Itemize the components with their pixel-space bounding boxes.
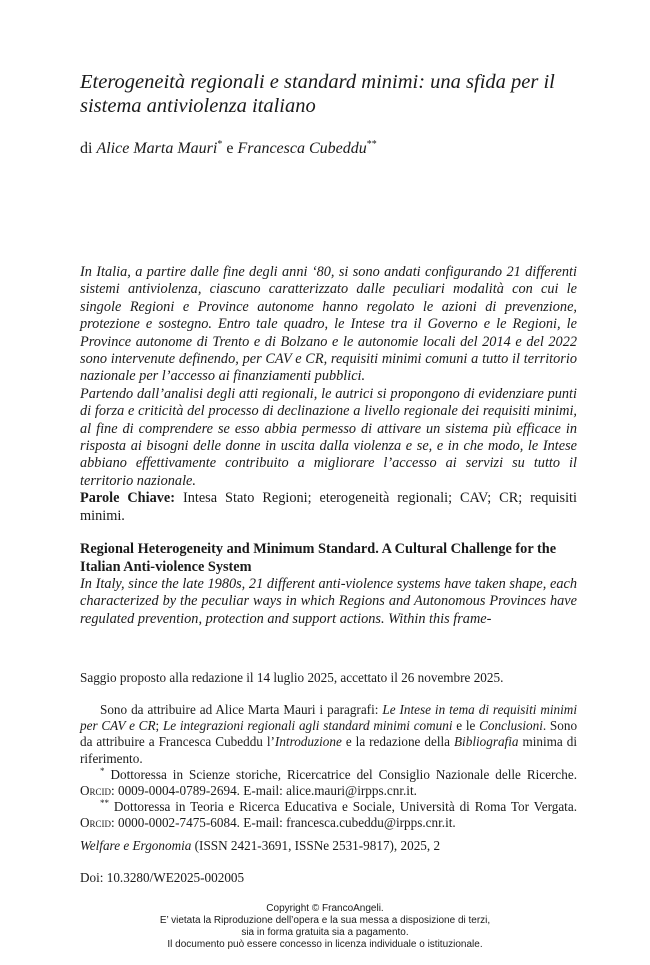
copyright-line-1: Copyright © FrancoAngeli. [266, 903, 384, 914]
footnote-1-mark: * [100, 765, 105, 776]
journal-name: Welfare e Ergonomia [80, 838, 192, 853]
attribution-text: ; [155, 718, 160, 734]
footnote-1-orcid-label: Orcid [80, 783, 112, 799]
abstract-paragraph-2: Partendo dall’analisi degli atti regionali, le autrici si propongono di evidenziare punti di forza e criticità del processo di declinazione a livello regionale dei requisiti minimi, al fine di comprendere se esso abbia permesso di attivare un sistema più efficace in risposta ai bisogni delle donne in uscita dalla violenza e se, e in che modo, le Intese abbiano effettivamente contribuito a migliorare l’accesso ai servizi su tutto il territorio nazionale. [80, 385, 577, 489]
author-2-footnote-mark: ** [366, 139, 377, 150]
english-title: Regional Heterogeneity and Minimum Standard. A Cultural Challenge for the Italian Anti-violence System [80, 541, 557, 575]
journal-citation [80, 838, 577, 854]
footnote-2 [80, 799, 577, 831]
keywords-label: Parole Chiave: [80, 490, 176, 507]
submission-dates: Saggio proposto alla redazione il 14 luglio 2025, accettato il 26 novembre 2025. [80, 670, 504, 685]
copyright-line-2: E’ vietata la Riproduzione dell’opera e la sua messa a disposizione di terzi, [159, 915, 491, 926]
keywords-text: Intesa Stato Regioni; eterogeneità regionali; CAV; CR; requisiti minimi. [80, 490, 577, 524]
copyright-line-4: Il documento può essere concesso in licenza individuale o istituzionale. [167, 939, 483, 950]
author-notes [80, 702, 577, 832]
footnote-2-text: Dottoressa in Teoria e Ricerca Educativa e Sociale, Università di Roma Tor Vergata. [113, 799, 578, 815]
abstract-paragraph-1: In Italia, a partire dalle fine degli anni ‘80, si sono andati configurando 21 differenti sistemi antiviolenza, ciascuno caratterizzato dalle peculiari modalità con cui le singole Regioni e Province autonome hanno regolato le azioni di prevenzione, protezione e sostegno. Entro tale quadro, le Intese tra il Governo e le Regioni, le Province autonome di Trento e di Bolzano e le autonomie locali del 2014 e del 2022 sono intervenute definendo, per CAV e CR, requisiti minimi comuni a tutto il territorio nazionale per l’accesso ai finanziamenti pubblici. [80, 264, 577, 385]
copyright-line-3: sia in forma gratuita sia a pagamento. [241, 927, 409, 938]
attribution-text: minima di riferimento. [80, 734, 577, 766]
attribution-note [80, 702, 577, 767]
attribution-section: Le Intese in tema di requisiti minimi per CAV e CR [80, 702, 577, 734]
attribution-section: Bibliografia [454, 734, 519, 750]
byline-conjunction: e [226, 140, 234, 157]
english-abstract: In Italy, since the late 1980s, 21 different anti-violence systems have taken shape, each characterized by the peculiar ways in which Regions and Autonomous Provinces have regulated prevention, protection and support actions. Within this frame- [80, 576, 577, 627]
attribution-section: Conclusioni [479, 718, 543, 734]
byline [80, 139, 577, 159]
journal-details: (ISSN 2421-3691, ISSNe 2531-9817), 2025, 2 [194, 838, 441, 853]
footnote-1-orcid: : 0009-0004-0789-2694. E-mail: alice.mauri@irpps.cnr.it. [111, 783, 417, 799]
footnote-2-orcid: : 0000-0002-7475-6084. E-mail: francesca.cubeddu@irpps.cnr.it. [111, 815, 456, 831]
attribution-section: Introduzione [274, 734, 342, 750]
footnote-1 [80, 767, 577, 799]
copyright-notice [0, 903, 650, 951]
attribution-text: e le [456, 718, 476, 734]
article-title: Eterogeneità regionali e standard minimi: una sfida per il sistema antiviolenza italiano [80, 71, 555, 117]
author-1-footnote-mark: * [217, 139, 223, 150]
attribution-text: Sono da attribuire ad Alice Marta Mauri i paragrafi: [100, 702, 379, 717]
attribution-text: e la redazione della [345, 734, 451, 750]
doi: Doi: 10.3280/WE2025-002005 [80, 870, 245, 885]
italian-abstract [80, 264, 577, 525]
attribution-text: . Sono da attribuire a Francesca Cubeddu l’ [80, 718, 578, 750]
author-2: Francesca Cubeddu [237, 140, 367, 157]
attribution-section: Le integrazioni regionali agli standard minimi comuni [162, 718, 453, 734]
footnote-1-text: Dottoressa in Scienze storiche, Ricercatrice del Consiglio Nazionale delle Ricerche. [110, 766, 577, 782]
footnote-2-orcid-label: Orcid [80, 815, 112, 831]
keywords [80, 490, 577, 525]
author-1: Alice Marta Mauri [96, 140, 218, 157]
footnote-2-mark: ** [100, 798, 109, 809]
byline-prefix: di [80, 140, 93, 157]
